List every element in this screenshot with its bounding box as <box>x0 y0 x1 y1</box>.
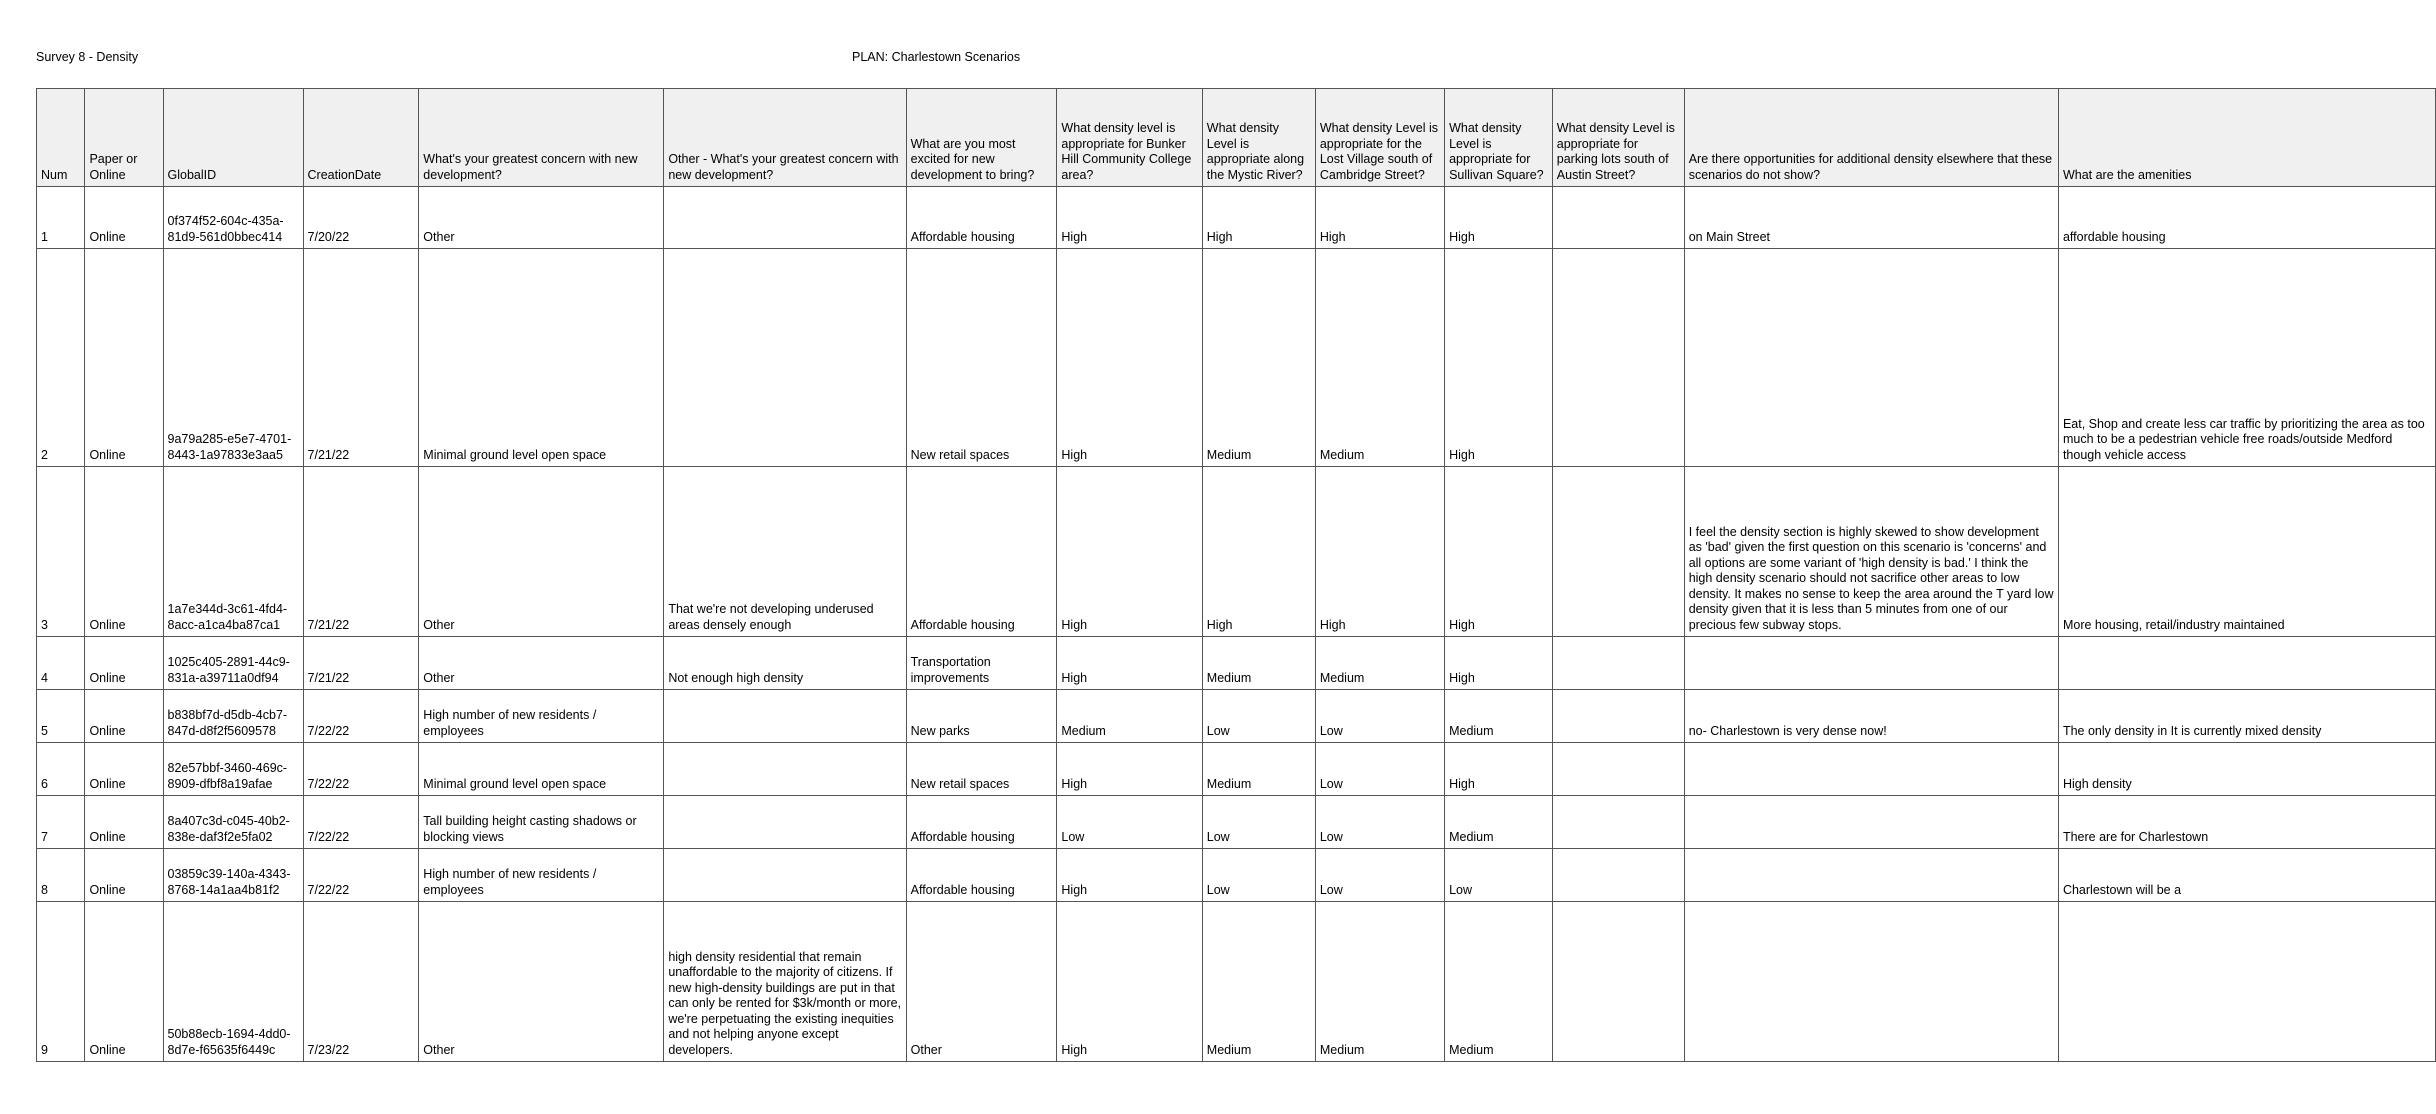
cell-guid[interactable]: 1a7e344d-3c61-4fd4-8acc-a1ca4ba87ca1 <box>163 467 303 637</box>
cell-mystic[interactable]: Low <box>1202 849 1315 902</box>
cell-mystic[interactable]: Medium <box>1202 249 1315 467</box>
cell-opps[interactable]: no- Charlestown is very dense now! <box>1684 690 2058 743</box>
cell-sullivan[interactable]: High <box>1445 187 1553 249</box>
cell-guid[interactable]: 50b88ecb-1694-4dd0-8d7e-f65635f6449c <box>163 902 303 1062</box>
cell-date[interactable]: 7/22/22 <box>303 849 419 902</box>
cell-austin[interactable] <box>1552 902 1684 1062</box>
cell-opps[interactable] <box>1684 902 2058 1062</box>
cell-sullivan[interactable]: High <box>1445 637 1553 690</box>
cell-sullivan[interactable]: High <box>1445 743 1553 796</box>
table-row[interactable] <box>37 249 2436 467</box>
cell-austin[interactable] <box>1552 796 1684 849</box>
cell-austin[interactable] <box>1552 743 1684 796</box>
cell-mode[interactable]: Online <box>85 637 163 690</box>
cell-concern[interactable]: Tall building height casting shadows or blocking views <box>419 796 664 849</box>
cell-num[interactable]: 8 <box>37 849 85 902</box>
cell-guid[interactable]: 9a79a285-e5e7-4701-8443-1a97833e3aa5 <box>163 249 303 467</box>
column-header-num: Num <box>37 89 85 187</box>
cell-num[interactable]: 1 <box>37 187 85 249</box>
cell-guid[interactable]: 8a407c3d-c045-40b2-838e-daf3f2e5fa02 <box>163 796 303 849</box>
cell-mystic[interactable]: Medium <box>1202 902 1315 1062</box>
cell-num[interactable]: 3 <box>37 467 85 637</box>
table-header <box>37 89 2436 187</box>
cell-amen[interactable] <box>2058 637 2435 690</box>
cell-mystic[interactable]: High <box>1202 187 1315 249</box>
cell-lost[interactable]: Medium <box>1315 902 1444 1062</box>
cell-guid[interactable]: 1025c405-2891-44c9-831a-a39711a0df94 <box>163 637 303 690</box>
page-header <box>0 48 1674 66</box>
cell-other[interactable]: high density residential that remain unaffordable to the majority of citizens. If new high-density buildings are put in that can only be rented for $3k/month or more, we're perpetuating the existing inequities and not helping anyone except developers. <box>664 902 906 1062</box>
cell-lost[interactable]: Low <box>1315 849 1444 902</box>
cell-mystic[interactable]: High <box>1202 467 1315 637</box>
column-header-other: Other - What's your greatest concern with new development? <box>664 89 906 187</box>
cell-concern[interactable]: High number of new residents / employees <box>419 690 664 743</box>
cell-mode[interactable]: Online <box>85 743 163 796</box>
cell-lost[interactable]: Low <box>1315 690 1444 743</box>
cell-bunker[interactable]: Low <box>1057 796 1202 849</box>
column-header-bunker: What density level is appropriate for Bunker Hill Community College area? <box>1057 89 1202 187</box>
cell-num[interactable]: 2 <box>37 249 85 467</box>
column-header-date: CreationDate <box>303 89 419 187</box>
cell-concern[interactable]: High number of new residents / employees <box>419 849 664 902</box>
cell-mode[interactable]: Online <box>85 249 163 467</box>
cell-opps[interactable] <box>1684 637 2058 690</box>
cell-date[interactable]: 7/21/22 <box>303 467 419 637</box>
cell-date[interactable]: 7/22/22 <box>303 690 419 743</box>
cell-mode[interactable]: Online <box>85 467 163 637</box>
cell-mystic[interactable]: Medium <box>1202 743 1315 796</box>
cell-austin[interactable] <box>1552 690 1684 743</box>
cell-mode[interactable]: Online <box>85 796 163 849</box>
survey-table <box>36 88 2436 1062</box>
cell-opps[interactable]: on Main Street <box>1684 187 2058 249</box>
cell-lost[interactable]: Low <box>1315 796 1444 849</box>
cell-amen[interactable]: Charlestown will be a <box>2058 849 2435 902</box>
cell-date[interactable]: 7/22/22 <box>303 796 419 849</box>
header-row <box>37 89 2436 187</box>
cell-sullivan[interactable]: High <box>1445 467 1553 637</box>
cell-sullivan[interactable]: High <box>1445 249 1553 467</box>
table-row[interactable] <box>37 467 2436 637</box>
column-header-lost: What density Level is appropriate for the Lost Village south of Cambridge Street? <box>1315 89 1444 187</box>
cell-num[interactable]: 9 <box>37 902 85 1062</box>
cell-opps[interactable] <box>1684 743 2058 796</box>
cell-concern[interactable]: Other <box>419 902 664 1062</box>
cell-mode[interactable]: Online <box>85 690 163 743</box>
cell-bunker[interactable]: Medium <box>1057 690 1202 743</box>
cell-mode[interactable]: Online <box>85 849 163 902</box>
cell-excited[interactable]: New retail spaces <box>906 249 1057 467</box>
table-row[interactable] <box>37 743 2436 796</box>
cell-excited[interactable]: Transportation improvements <box>906 637 1057 690</box>
cell-other[interactable] <box>664 796 906 849</box>
cell-concern[interactable]: Other <box>419 187 664 249</box>
cell-concern[interactable]: Other <box>419 467 664 637</box>
cell-austin[interactable] <box>1552 249 1684 467</box>
cell-excited[interactable]: New retail spaces <box>906 743 1057 796</box>
cell-excited[interactable]: Affordable housing <box>906 796 1057 849</box>
cell-bunker[interactable]: High <box>1057 849 1202 902</box>
cell-mode[interactable]: Online <box>85 187 163 249</box>
cell-amen[interactable]: Eat, Shop and create less car traffic by prioritizing the area as too much to be a pedestrian vehicle free roads/outside Medford though vehicle access <box>2058 249 2435 467</box>
cell-excited[interactable]: Affordable housing <box>906 849 1057 902</box>
column-header-guid: GlobalID <box>163 89 303 187</box>
cell-austin[interactable] <box>1552 637 1684 690</box>
column-header-mode: Paper or Online <box>85 89 163 187</box>
cell-other[interactable] <box>664 249 906 467</box>
cell-sullivan[interactable]: Medium <box>1445 796 1553 849</box>
cell-austin[interactable] <box>1552 187 1684 249</box>
cell-other[interactable]: That we're not developing underused areas densely enough <box>664 467 906 637</box>
cell-concern[interactable]: Minimal ground level open space <box>419 743 664 796</box>
cell-num[interactable]: 4 <box>37 637 85 690</box>
cell-date[interactable]: 7/21/22 <box>303 637 419 690</box>
cell-sullivan[interactable]: Medium <box>1445 690 1553 743</box>
column-header-sullivan: What density Level is appropriate for Sullivan Square? <box>1445 89 1553 187</box>
cell-bunker[interactable]: High <box>1057 467 1202 637</box>
table-row[interactable] <box>37 796 2436 849</box>
cell-bunker[interactable]: High <box>1057 249 1202 467</box>
cell-other[interactable] <box>664 849 906 902</box>
cell-lost[interactable]: Low <box>1315 743 1444 796</box>
cell-guid[interactable]: 82e57bbf-3460-469c-8909-dfbf8a19afae <box>163 743 303 796</box>
cell-lost[interactable]: Medium <box>1315 249 1444 467</box>
cell-amen[interactable]: More housing, retail/industry maintained <box>2058 467 2435 637</box>
cell-excited[interactable]: Affordable housing <box>906 187 1057 249</box>
cell-concern[interactable]: Minimal ground level open space <box>419 249 664 467</box>
column-header-amen: What are the amenities <box>2058 89 2435 187</box>
cell-amen[interactable]: High density <box>2058 743 2435 796</box>
survey-table-container <box>36 88 2425 1062</box>
cell-mode[interactable]: Online <box>85 902 163 1062</box>
cell-amen[interactable] <box>2058 902 2435 1062</box>
table-row[interactable] <box>37 690 2436 743</box>
cell-date[interactable]: 7/22/22 <box>303 743 419 796</box>
column-header-mystic: What density Level is appropriate along the Mystic River? <box>1202 89 1315 187</box>
cell-lost[interactable]: High <box>1315 467 1444 637</box>
cell-guid[interactable]: 03859c39-140a-4343-8768-14a1aa4b81f2 <box>163 849 303 902</box>
cell-guid[interactable]: 0f374f52-604c-435a-81d9-561d0bbec414 <box>163 187 303 249</box>
table-body <box>37 187 2436 1062</box>
cell-date[interactable]: 7/20/22 <box>303 187 419 249</box>
cell-austin[interactable] <box>1552 467 1684 637</box>
table-row[interactable] <box>37 902 2436 1062</box>
cell-lost[interactable]: Medium <box>1315 637 1444 690</box>
cell-bunker[interactable]: High <box>1057 743 1202 796</box>
cell-austin[interactable] <box>1552 849 1684 902</box>
cell-amen[interactable]: affordable housing <box>2058 187 2435 249</box>
cell-excited[interactable]: New parks <box>906 690 1057 743</box>
cell-other[interactable]: Not enough high density <box>664 637 906 690</box>
column-header-austin: What density Level is appropriate for parking lots south of Austin Street? <box>1552 89 1684 187</box>
cell-bunker[interactable]: High <box>1057 637 1202 690</box>
cell-other[interactable] <box>664 690 906 743</box>
plan-title: PLAN: Charlestown Scenarios <box>852 50 1021 64</box>
cell-opps[interactable] <box>1684 249 2058 467</box>
cell-excited[interactable]: Other <box>906 902 1057 1062</box>
cell-bunker[interactable]: High <box>1057 187 1202 249</box>
cell-mystic[interactable]: Low <box>1202 796 1315 849</box>
table-row[interactable] <box>37 849 2436 902</box>
cell-lost[interactable]: High <box>1315 187 1444 249</box>
cell-mystic[interactable]: Low <box>1202 690 1315 743</box>
cell-date[interactable]: 7/21/22 <box>303 249 419 467</box>
cell-sullivan[interactable]: Medium <box>1445 902 1553 1062</box>
column-header-opps: Are there opportunities for additional density elsewhere that these scenarios do not show? <box>1684 89 2058 187</box>
cell-bunker[interactable]: High <box>1057 902 1202 1062</box>
table-row[interactable] <box>37 637 2436 690</box>
cell-excited[interactable]: Affordable housing <box>906 467 1057 637</box>
cell-date[interactable]: 7/23/22 <box>303 902 419 1062</box>
cell-other[interactable] <box>664 743 906 796</box>
cell-opps[interactable] <box>1684 796 2058 849</box>
column-header-concern: What's your greatest concern with new development? <box>419 89 664 187</box>
cell-mystic[interactable]: Medium <box>1202 637 1315 690</box>
cell-opps[interactable]: I feel the density section is highly skewed to show development as 'bad' given the first question on this scenario is 'concerns' and all options are some variant of 'high density is bad.' I think the high density scenario should not sacrifice other areas to low density. It makes no sense to keep the area around the T yard low density given that it is less than 5 minutes from one of our precious few subway stops. <box>1684 467 2058 637</box>
cell-opps[interactable] <box>1684 849 2058 902</box>
table-row[interactable] <box>37 187 2436 249</box>
column-header-excited: What are you most excited for new development to bring? <box>906 89 1057 187</box>
cell-num[interactable]: 5 <box>37 690 85 743</box>
cell-concern[interactable]: Other <box>419 637 664 690</box>
cell-num[interactable]: 6 <box>37 743 85 796</box>
cell-guid[interactable]: b838bf7d-d5db-4cb7-847d-d8f2f5609578 <box>163 690 303 743</box>
cell-amen[interactable]: There are for Charlestown <box>2058 796 2435 849</box>
cell-other[interactable] <box>664 187 906 249</box>
cell-num[interactable]: 7 <box>37 796 85 849</box>
cell-sullivan[interactable]: Low <box>1445 849 1553 902</box>
cell-amen[interactable]: The only density in It is currently mixed density <box>2058 690 2435 743</box>
document-title: Survey 8 - Density <box>36 50 139 64</box>
